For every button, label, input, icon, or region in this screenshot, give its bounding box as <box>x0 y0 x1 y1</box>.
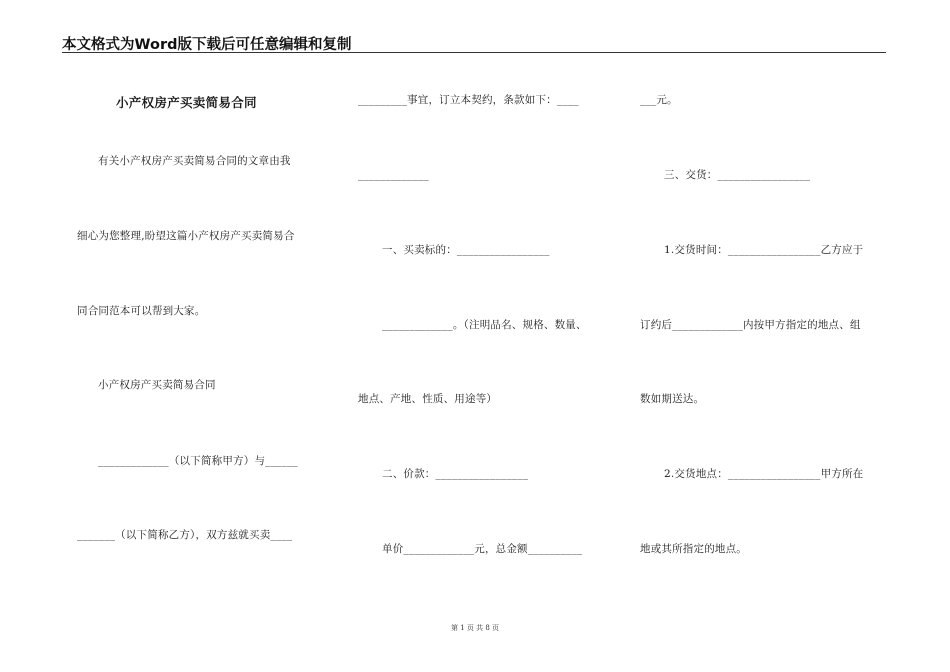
col2-line-7: 单价_____________元，总金额__________ <box>382 543 583 555</box>
col1-line-3: 同合同范本可以帮到大家。 <box>77 305 206 317</box>
col2-line-4: _____________。（注明品名、规格、数量、 <box>382 319 587 331</box>
col1-line-4: 小产权房产买卖简易合同 <box>98 379 216 391</box>
col1-line-2: 细心为您整理,盼望这篇小产权房产买卖简易合 <box>77 230 295 242</box>
col1-line-1: 有关小产权房产买卖简易合同的文章由我 <box>98 155 291 167</box>
document-header-title: 本文格式为Word版下载后可任意编辑和复制 <box>62 37 352 53</box>
col1-line-6: _______（以下简称乙方），双方兹就买卖____ <box>77 529 293 541</box>
header-divider <box>62 52 886 53</box>
col3-line-7: 地或其所指定的地点。 <box>640 543 747 555</box>
col2-line-2: _____________ <box>358 169 429 181</box>
col3-line-1: ___元。 <box>640 94 678 106</box>
page-number: 第 1 页 共 8 页 <box>450 624 500 632</box>
contract-title: 小产权房产买卖简易合同 <box>116 95 257 110</box>
col2-line-5: 地点、产地、性质、用途等） <box>358 393 498 405</box>
col3-line-6: 2.交货地点：_________________甲方所在 <box>664 468 864 480</box>
col2-line-6: 二、价款：_________________ <box>382 468 529 480</box>
col3-line-2: 三、交货：_________________ <box>664 169 811 181</box>
col2-line-1: _________事宜，订立本契约，条款如下：____ <box>358 94 579 106</box>
col1-line-5: _____________（以下简称甲方）与______ <box>98 455 298 467</box>
col2-line-3: 一、买卖标的：_________________ <box>382 244 550 256</box>
col3-line-4: 订约后_____________内按甲方指定的地点、组 <box>640 319 861 331</box>
col3-line-3: 1.交货时间：_________________乙方应于 <box>664 244 864 256</box>
col3-line-5: 数如期送达。 <box>640 393 705 405</box>
